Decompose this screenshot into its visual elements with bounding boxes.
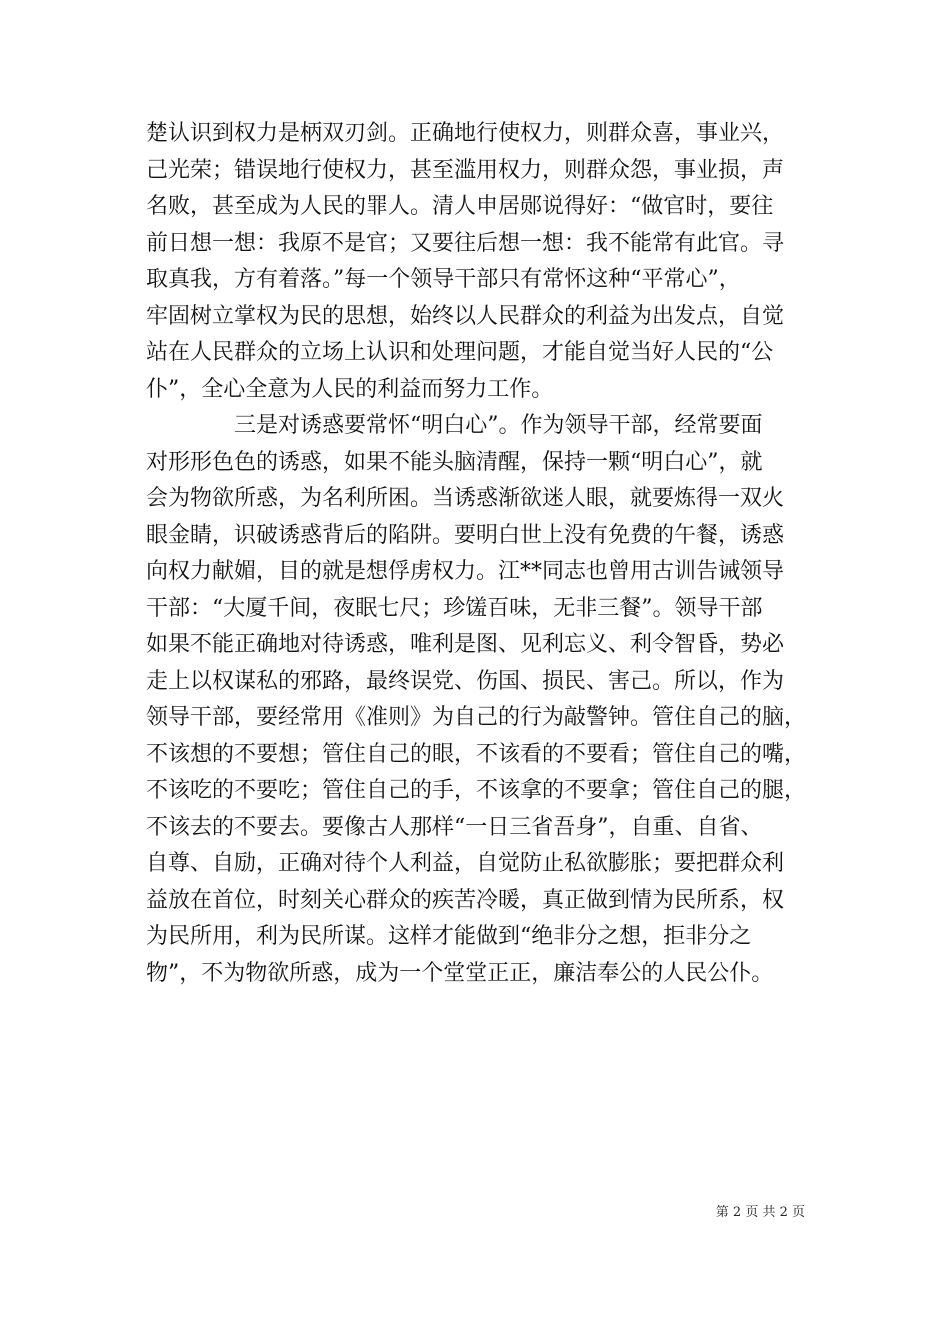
text-line: 不该吃的不要吃；管住自己的手，不该拿的不要拿；管住自己的腿，: [146, 778, 807, 803]
paragraph-start-line: 三是对诱惑要常怀“明白心”。作为领导干部，经常要面: [146, 413, 763, 438]
text-line: 为民所用，利为民所谋。这样才能做到“绝非分之想，拒非分之: [146, 924, 752, 949]
text-line: 眼金睛，识破诱惑背后的陷阱。要明白世上没有免费的午餐，诱惑: [146, 522, 785, 548]
text-line: 取真我，方有着落。”每一个领导干部只有常怀这种“平常心”，: [146, 267, 741, 292]
text-line: 益放在首位，时刻关心群众的疾苦冷暖，真正做到情为民所系，权: [146, 887, 785, 913]
text-line: 对形形色色的诱惑，如果不能头脑清醒，保持一颗“明白心”，就: [146, 449, 763, 475]
page-number-footer: 第 2 页 共 2 页: [715, 1205, 805, 1220]
text-line: 前日想一想：我原不是官；又要往后想一想：我不能常有此官。寻: [146, 230, 785, 256]
text-line: 仆”，全心全意为人民的利益而努力工作。: [146, 376, 554, 402]
text-line: 干部：“大厦千间，夜眠七尺；珍馐百味，无非三餐”。领导干部: [146, 595, 763, 621]
text-line: 楚认识到权力是柄双刃剑。正确地行使权力，则群众喜，事业兴，: [146, 121, 785, 146]
text-line: 己光荣；错误地行使权力，甚至滥用权力，则群众怨，事业损，声: [146, 157, 785, 183]
text-line: 走上以权谋私的邪路，最终误党、伤国、损民、害己。所以，作为: [146, 668, 785, 694]
text-line: 领导干部，要经常用《准则》为自己的行为敲警钟。管住自己的脑，: [146, 705, 807, 730]
text-line: 站在人民群众的立场上认识和处理问题，才能自觉当好人民的“公: [146, 340, 774, 365]
text-line: 自尊、自励，正确对待个人利益，自觉防止私欲膨胀；要把群众利: [146, 851, 785, 876]
text-line: 名败，甚至成为人民的罪人。清人申居郧说得好：“做官时，要往: [146, 194, 774, 219]
text-line: 不该去的不要去。要像古人那样“一日三省吾身”，自重、自省、: [146, 814, 763, 840]
text-line: 会为物欲所惑，为名利所困。当诱惑渐欲迷人眼，就要炼得一双火: [146, 486, 785, 511]
text-line: 不该想的不要想；管住自己的眼，不该看的不要看；管住自己的嘴，: [146, 741, 807, 767]
text-line: 物”，不为物欲所惑，成为一个堂堂正正，廉洁奉公的人民公仆。: [146, 960, 774, 986]
body-text: [146, 116, 816, 992]
text-line: 向权力献媚，目的就是想俘虏权力。江**同志也曾用古训告诫领导: [146, 559, 785, 584]
text-line: 牢固树立掌权为民的思想，始终以人民群众的利益为出发点，自觉: [146, 303, 785, 329]
text-line: 如果不能正确地对待诱惑，唯利是图、见利忘义、利令智昏，势必: [146, 632, 785, 657]
